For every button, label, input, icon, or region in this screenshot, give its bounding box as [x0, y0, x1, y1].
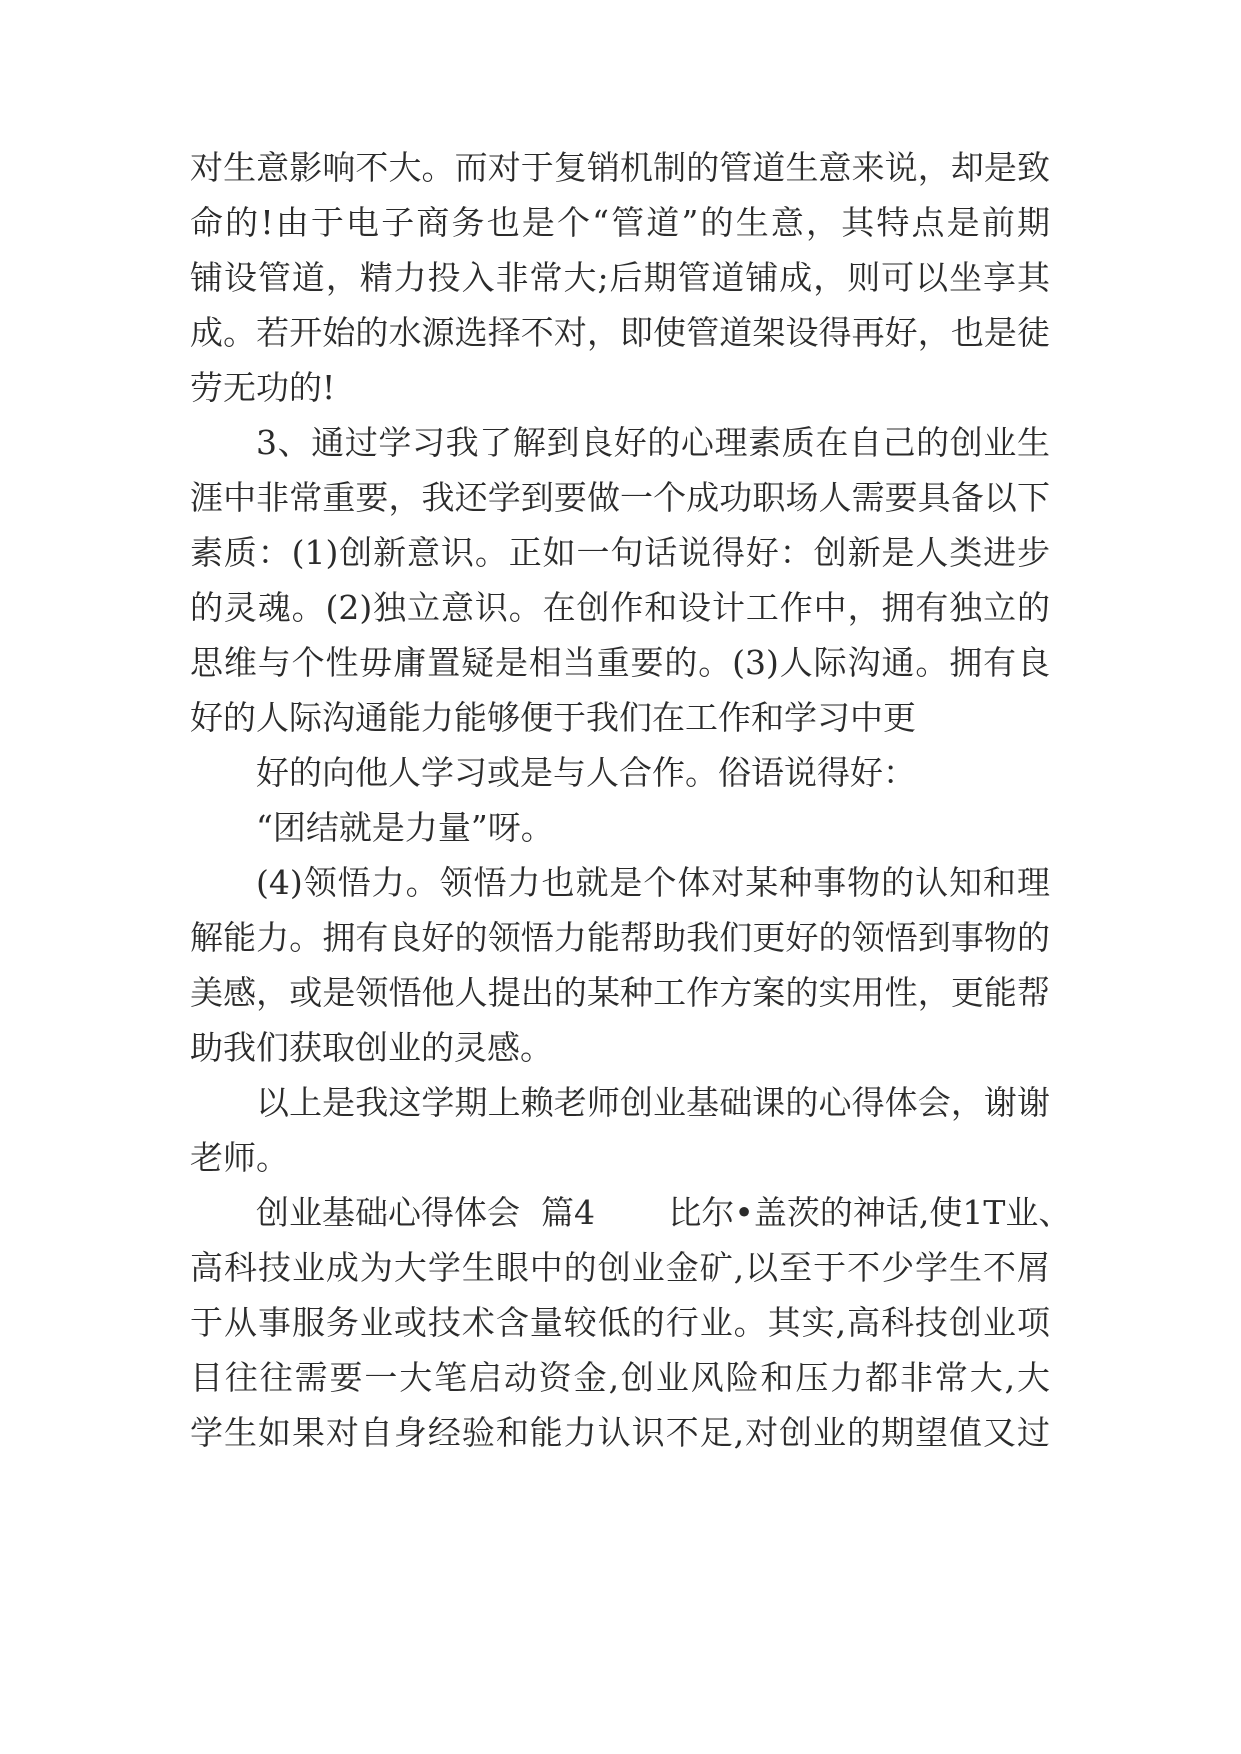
paragraph-start-line: 以上是我这学期上赖老师创业基础课的心得体会，谢谢	[256, 1083, 1050, 1122]
text-line: 成。若开始的水源选择不对，即使管道架设得再好，也是徒	[190, 313, 1050, 352]
text-line: 高科技业成为大学生眼中的创业金矿,以至于不少学生不屑	[190, 1248, 1050, 1287]
text-line: 美感，或是领悟他人提出的某种工作方案的实用性，更能帮	[190, 973, 1050, 1012]
text-line: 涯中非常重要，我还学到要做一个成功职场人需要具备以下	[190, 478, 1050, 517]
text-line: 目往往需要一大笔启动资金,创业风险和压力都非常大,大	[190, 1358, 1050, 1397]
text-line: 于从事服务业或技术含量较低的行业。其实,高科技创业项	[190, 1303, 1050, 1342]
text-line: 老师。	[190, 1138, 289, 1177]
text-line: 助我们获取创业的灵感。	[190, 1028, 553, 1067]
text-line: 学生如果对自身经验和能力认识不足,对创业的期望值又过	[190, 1413, 1050, 1452]
paragraph-start-line: 3、通过学习我了解到良好的心理素质在自己的创业生	[256, 423, 1050, 462]
text-line: 的灵魂。(2)独立意识。在创作和设计工作中，拥有独立的	[190, 588, 1050, 627]
section-heading-line: 创业基础心得体会 篇4 比尔•盖茨的神话,使1T业、	[256, 1193, 1072, 1232]
text-line: 思维与个性毋庸置疑是相当重要的。(3)人际沟通。拥有良	[190, 643, 1050, 682]
text-line: 对生意影响不大。而对于复销机制的管道生意来说，却是致	[190, 148, 1050, 187]
text-line: 好的人际沟通能力能够便于我们在工作和学习中更	[190, 698, 916, 737]
text-line: 铺设管道，精力投入非常大;后期管道铺成，则可以坐享其	[190, 258, 1050, 297]
paragraph-start-line: 好的向他人学习或是与人合作。俗语说得好：	[256, 753, 916, 792]
paragraph-start-line: “团结就是力量”呀。	[256, 808, 554, 847]
text-line: 解能力。拥有良好的领悟力能帮助我们更好的领悟到事物的	[190, 918, 1050, 957]
text-line: 劳无功的!	[190, 368, 336, 407]
text-line: 素质：(1)创新意识。正如一句话说得好：创新是人类进步	[190, 533, 1050, 572]
paragraph-start-line: (4)领悟力。领悟力也就是个体对某种事物的认知和理	[256, 863, 1050, 902]
text-line: 命的!由于电子商务也是个“管道”的生意，其特点是前期	[190, 203, 1050, 242]
